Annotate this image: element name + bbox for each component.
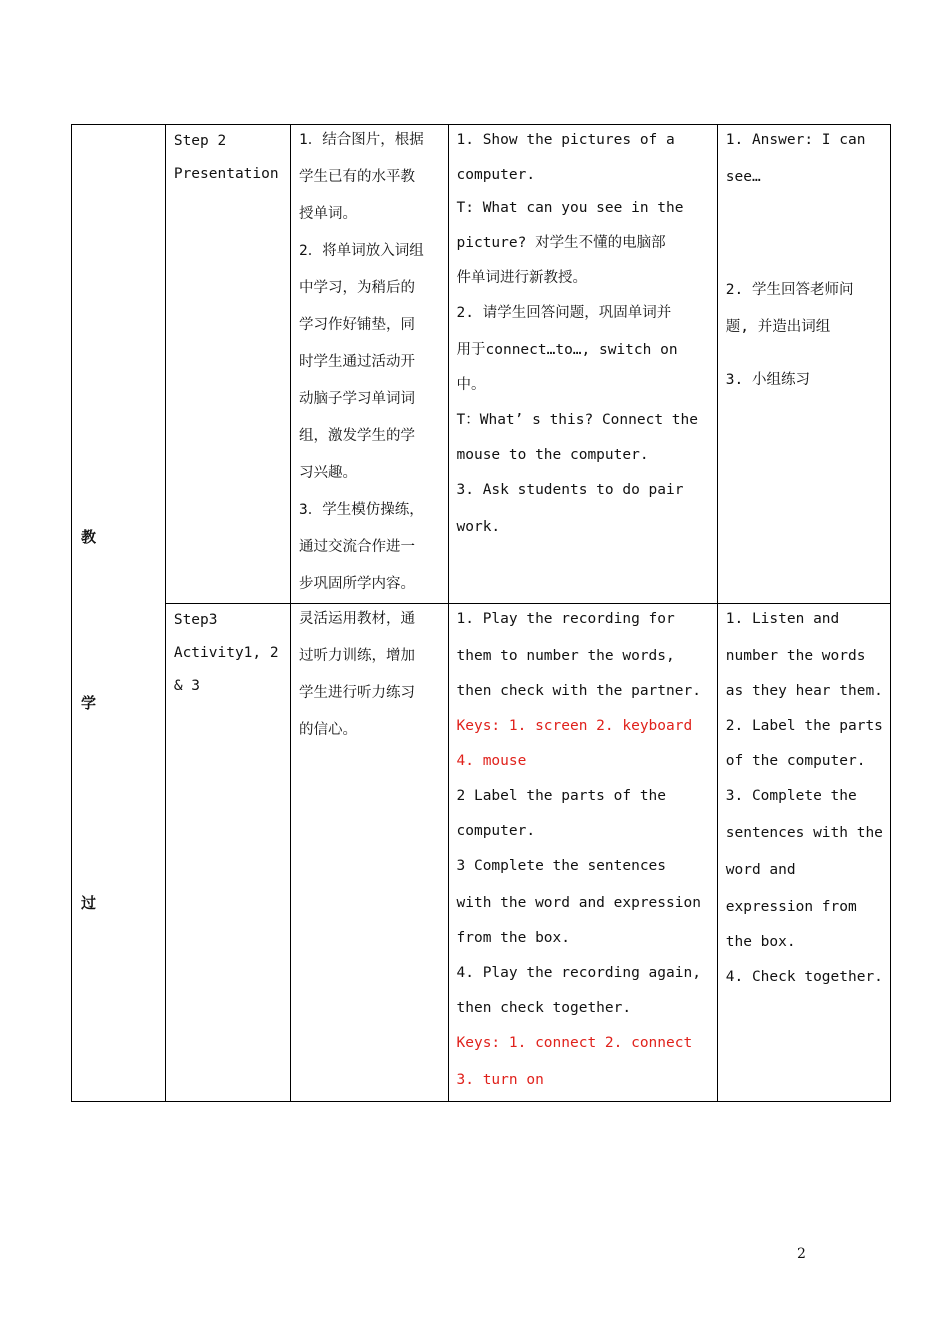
- goal-line: 时学生通过活动开: [298, 354, 415, 370]
- goal-line: 学生已有的水平教: [298, 169, 415, 185]
- teacher-line: T: What can you see in the: [456, 200, 684, 216]
- goal-line: 3．学生模仿操练，: [298, 502, 424, 518]
- teacher-line: with the word and expression: [456, 895, 701, 911]
- step-subtitle: Activity1, 2: [173, 645, 279, 661]
- answer-keys: 4. mouse: [456, 753, 527, 769]
- student-line: 4. Check together.: [725, 969, 883, 985]
- student-line: 3. Complete the: [725, 788, 857, 804]
- teacher-line: 1. Play the recording for: [456, 611, 675, 627]
- lesson-plan-table: [71, 124, 891, 1102]
- section-label-char: 学: [81, 694, 97, 712]
- goal-line: 2．将单词放入词组: [298, 243, 424, 259]
- teacher-line: 3 Complete the sentences: [456, 858, 667, 874]
- student-activity-cell: [717, 604, 890, 1102]
- student-line: 题, 并造出词组: [725, 319, 831, 335]
- teacher-line: from the box.: [456, 930, 570, 946]
- student-line: 2. 学生回答老师问: [725, 282, 854, 298]
- teacher-line: picture? 对学生不懂的电脑部: [456, 235, 666, 251]
- section-label-cell: [72, 125, 166, 1102]
- goal-line: 授单词。: [298, 206, 357, 222]
- student-line: word and: [725, 862, 796, 878]
- teacher-line: then check with the partner.: [456, 683, 701, 699]
- student-line: see…: [725, 169, 761, 185]
- teacher-line: 3. Ask students to do pair: [456, 482, 684, 498]
- student-line: 1. Listen and: [725, 611, 840, 627]
- teacher-line: 用于connect…to…, switch on: [456, 342, 678, 358]
- goal-line: 灵活运用教材，通: [298, 611, 415, 627]
- student-activity-cell: [717, 125, 890, 604]
- goal-line: 1．结合图片，根据: [298, 132, 424, 148]
- answer-keys: Keys: 1. screen 2. keyboard: [456, 718, 693, 734]
- goal-line: 组，激发学生的学: [298, 428, 415, 444]
- teacher-line: then check together.: [456, 1000, 632, 1016]
- teacher-line: them to number the words,: [456, 648, 675, 664]
- teacher-activity-cell: [448, 125, 717, 604]
- step-title: Step3: [173, 612, 218, 628]
- teacher-activity-cell: [448, 604, 717, 1102]
- section-label-char: 过: [81, 894, 97, 912]
- goal-line: 过听力训练，增加: [298, 648, 415, 664]
- teacher-line: 1. Show the pictures of a: [456, 132, 675, 148]
- student-line: the box.: [725, 934, 796, 950]
- section-label-char: 教: [81, 528, 97, 546]
- goals-cell: [290, 125, 448, 604]
- teacher-line: 2 Label the parts of the: [456, 788, 667, 804]
- student-line: 3. 小组练习: [725, 372, 810, 388]
- step-subtitle: & 3: [173, 678, 201, 694]
- student-line: sentences with the: [725, 825, 883, 841]
- student-line: expression from: [725, 899, 857, 915]
- goal-line: 中学习，为稍后的: [298, 280, 415, 296]
- teacher-line: 4. Play the recording again,: [456, 965, 701, 981]
- goal-line: 学习作好铺垫，同: [298, 317, 415, 333]
- student-line: of the computer.: [725, 753, 866, 769]
- answer-keys: 3. turn on: [456, 1072, 544, 1088]
- goal-line: 动脑子学习单词词: [298, 391, 415, 407]
- step-title: Step 2: [173, 133, 227, 149]
- goal-line: 的信心。: [298, 722, 357, 738]
- page-number: 2: [797, 1246, 806, 1262]
- teacher-line: computer.: [456, 167, 536, 183]
- goal-line: 步巩固所学内容。: [298, 576, 415, 592]
- teacher-line: 2. 请学生回答问题，巩固单词并: [456, 305, 672, 321]
- teacher-line: computer.: [456, 823, 536, 839]
- answer-keys: Keys: 1. connect 2. connect: [456, 1035, 693, 1051]
- student-line: number the words: [725, 648, 866, 664]
- teacher-line: mouse to the computer.: [456, 447, 649, 463]
- student-line: 2. Label the parts: [725, 718, 883, 734]
- goal-line: 习兴趣。: [298, 465, 357, 481]
- teacher-line: 件单词进行新教授。: [456, 270, 587, 286]
- goals-cell: [290, 604, 448, 1102]
- teacher-line: T：What’ s this? Connect the: [456, 412, 698, 428]
- table-row: [72, 125, 891, 604]
- table-row: [72, 604, 891, 1102]
- teacher-line: work.: [456, 519, 501, 535]
- student-line: 1. Answer: I can: [725, 132, 866, 148]
- step-cell: [165, 604, 290, 1102]
- step-subtitle: Presentation: [173, 166, 279, 182]
- goal-line: 学生进行听力练习: [298, 685, 415, 701]
- step-cell: [165, 125, 290, 604]
- student-line: as they hear them.: [725, 683, 883, 699]
- teacher-line: 中。: [456, 377, 486, 393]
- goal-line: 通过交流合作进一: [298, 539, 415, 555]
